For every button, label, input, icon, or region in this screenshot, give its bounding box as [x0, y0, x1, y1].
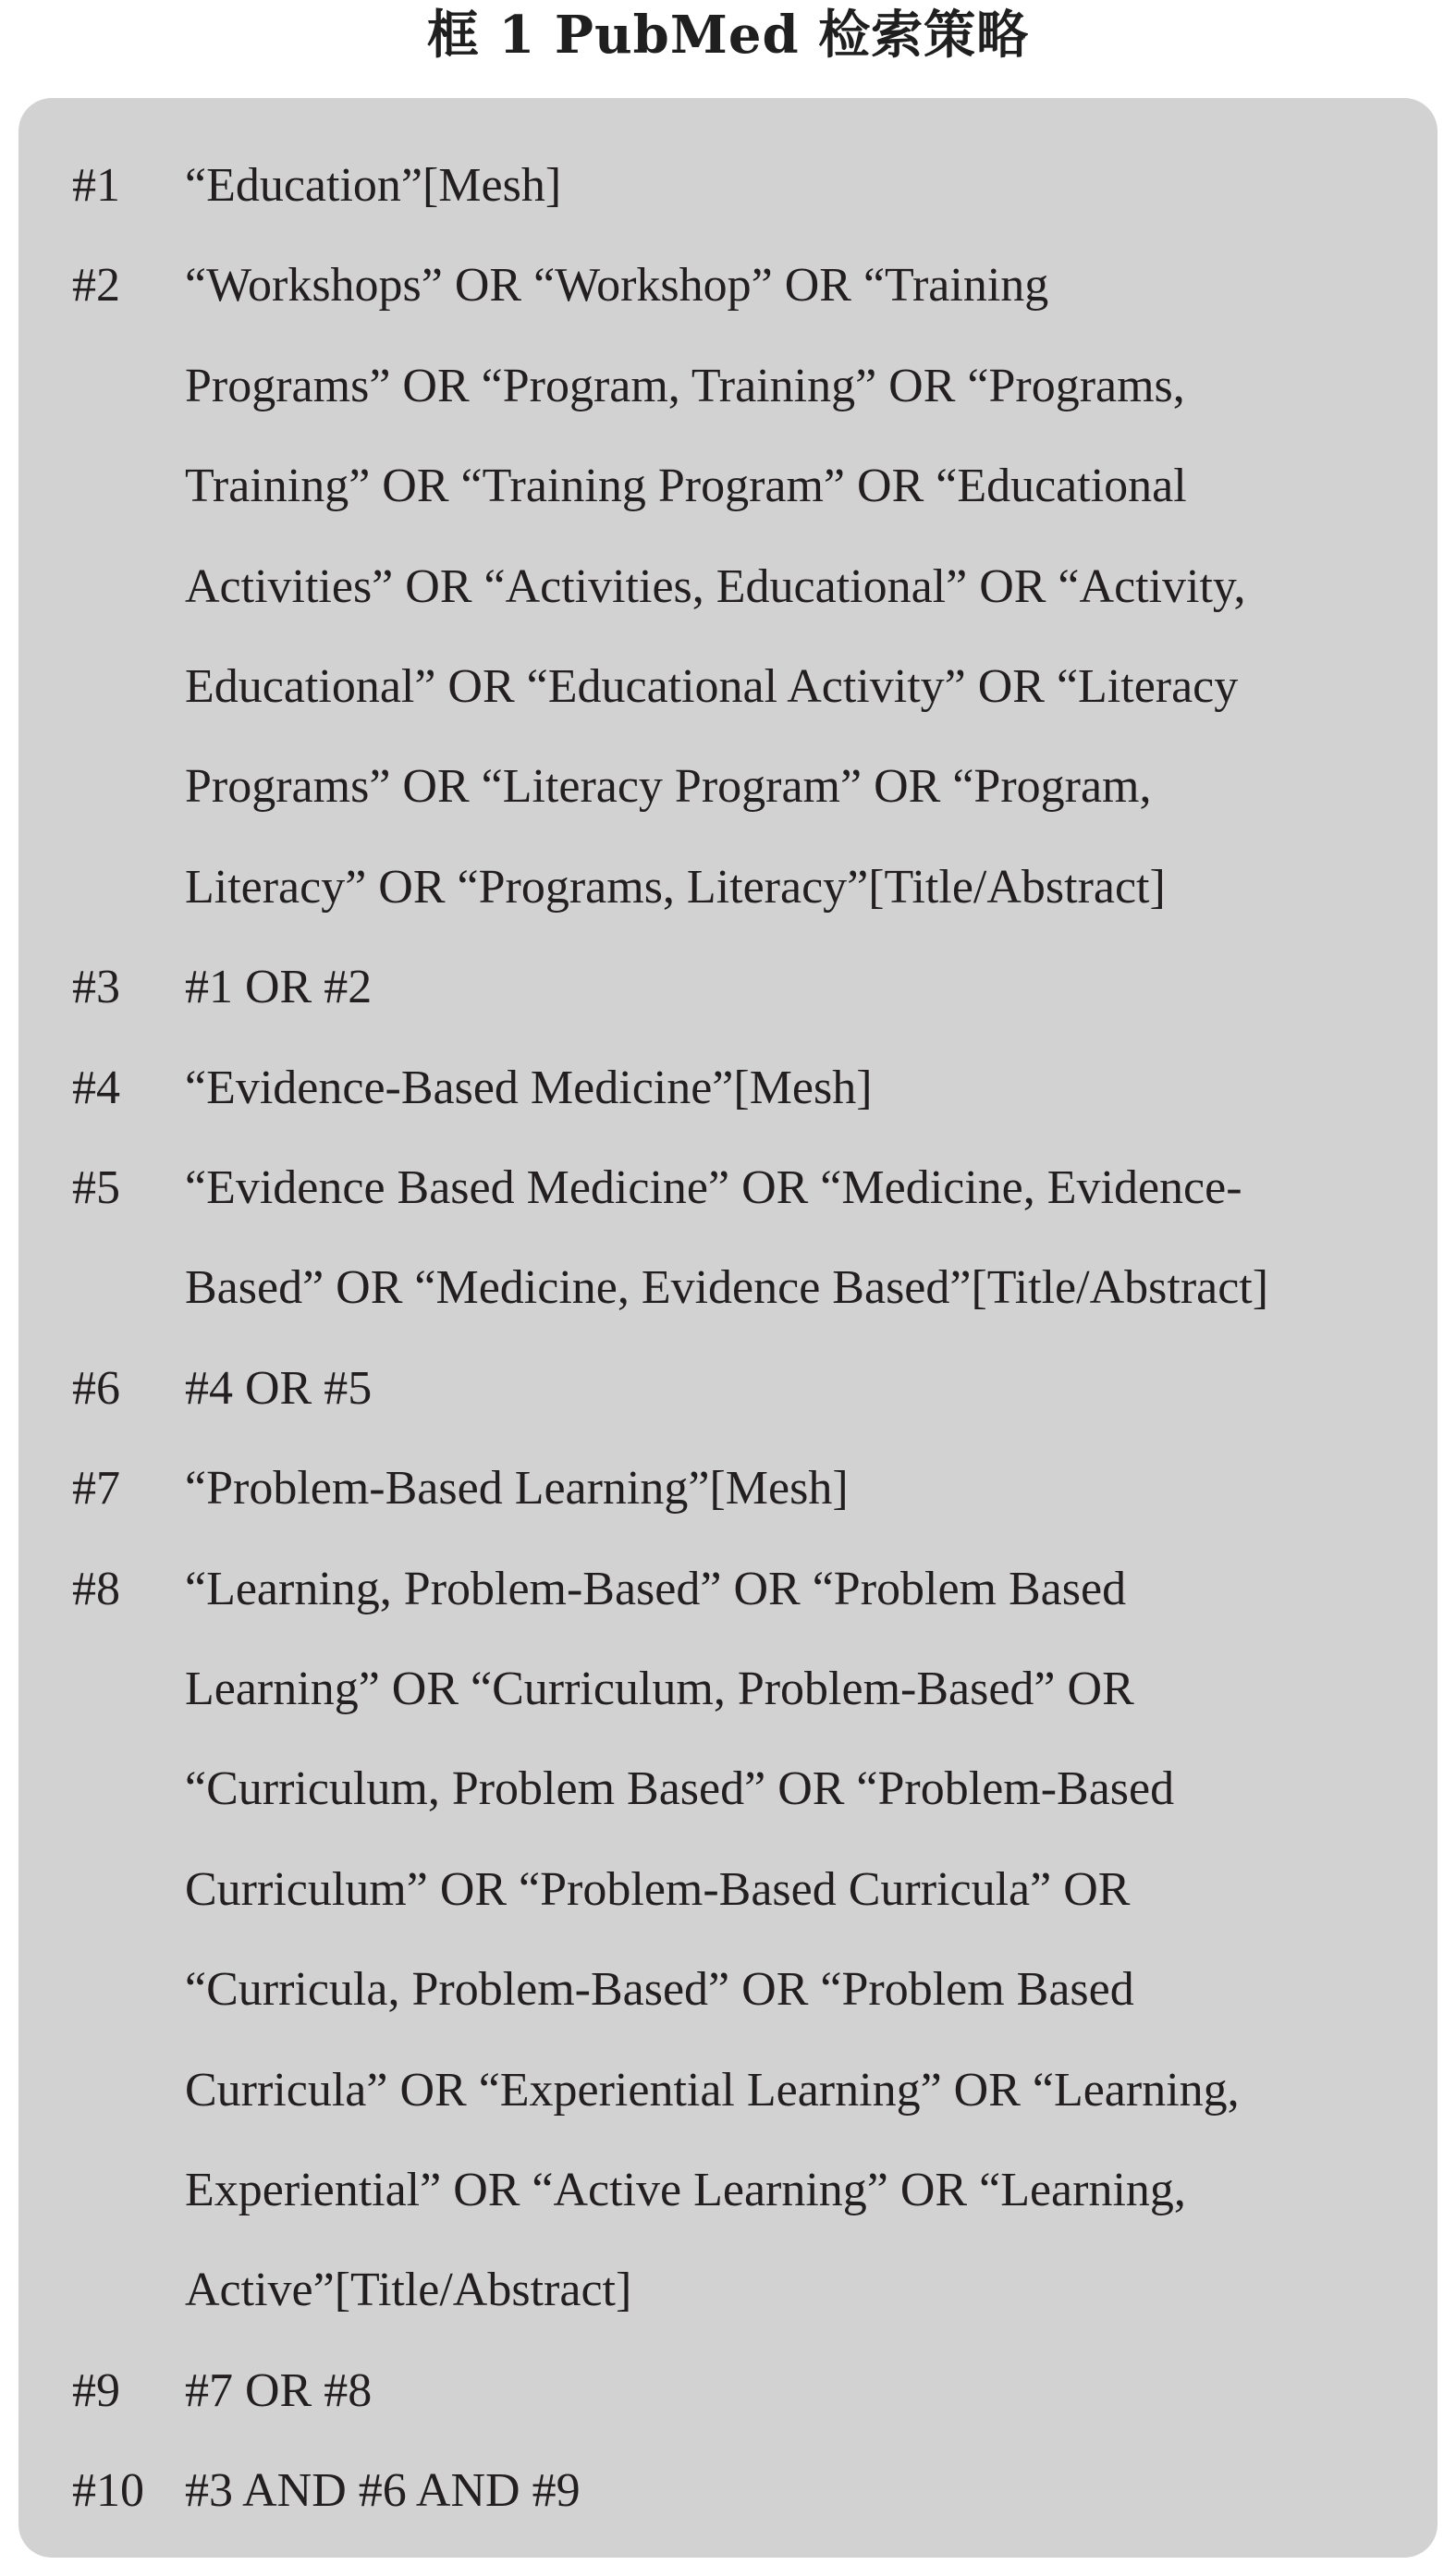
search-entry-2 [18, 236, 1438, 938]
entry-number: #7 [72, 1462, 120, 1516]
query-line: “Workshops” OR “Workshop” OR “Training [185, 259, 1049, 313]
entry-number: #9 [72, 2363, 120, 2417]
entry-number: #3 [72, 961, 120, 1014]
search-entry-10 [18, 2441, 1438, 2541]
query-line: “Evidence Based Medicine” OR “Medicine, Evidence- [185, 1160, 1242, 1214]
query-line: “Evidence-Based Medicine”[Mesh] [185, 1061, 873, 1114]
entry-query [185, 1339, 1414, 1439]
search-entry-6 [18, 1339, 1438, 1439]
query-line: Based” OR “Medicine, Evidence Based”[Title/Abstract] [185, 1261, 1269, 1315]
query-line: “Curriculum, Problem Based” OR “Problem-Based [185, 1762, 1175, 1816]
entry-query [185, 2341, 1414, 2441]
query-line: Curricula” OR “Experiential Learning” OR “Learning, [185, 2063, 1240, 2117]
query-line: Programs” OR “Literacy Program” OR “Program, [185, 760, 1152, 814]
entry-query [185, 938, 1414, 1037]
search-strategy-panel [18, 98, 1438, 2558]
query-line: “Learning, Problem-Based” OR “Problem Based [185, 1562, 1127, 1615]
entry-number: #2 [72, 259, 120, 313]
search-entry-9 [18, 2341, 1438, 2441]
query-line: Literacy” OR “Programs, Literacy”[Title/Abstract] [185, 860, 1166, 914]
query-line: Experiential” OR “Active Learning” OR “Learning, [185, 2163, 1186, 2216]
query-line: #3 AND #6 AND #9 [185, 2464, 581, 2518]
entry-number: #6 [72, 1361, 120, 1415]
search-entry-1 [18, 136, 1438, 236]
query-line: Training” OR “Training Program” OR “Educational [185, 460, 1187, 513]
query-line: Activities” OR “Activities, Educational” OR “Activity, [185, 559, 1246, 613]
search-entry-7 [18, 1439, 1438, 1539]
query-line: Educational” OR “Educational Activity” OR “Literacy [185, 659, 1239, 713]
query-line: #7 OR #8 [185, 2363, 373, 2417]
entry-query [185, 1439, 1414, 1539]
search-entry-4 [18, 1038, 1438, 1138]
entry-number: #10 [72, 2464, 144, 2518]
query-line: #4 OR #5 [185, 1361, 373, 1415]
entry-query [185, 136, 1414, 236]
query-line: Programs” OR “Program, Training” OR “Programs, [185, 359, 1185, 412]
search-entry-5 [18, 1138, 1438, 1339]
search-entry-3 [18, 938, 1438, 1037]
search-strategy-list [18, 136, 1438, 2541]
entry-query [185, 1540, 1414, 2341]
entry-number: #1 [72, 159, 120, 212]
entry-query [185, 1038, 1414, 1138]
query-line: “Curricula, Problem-Based” OR “Problem Based [185, 1963, 1134, 2017]
box-title: 框 1 PubMed 检索策略 [426, 5, 1030, 66]
query-line: “Problem-Based Learning”[Mesh] [185, 1462, 849, 1516]
entry-query [185, 236, 1414, 938]
query-line: Active”[Title/Abstract] [185, 2264, 632, 2317]
query-line: “Education”[Mesh] [185, 159, 562, 212]
entry-query [185, 1138, 1414, 1339]
query-line: Curriculum” OR “Problem-Based Curricula” OR [185, 1862, 1131, 1916]
entry-number: #8 [72, 1562, 120, 1615]
query-line: Learning” OR “Curriculum, Problem-Based” OR [185, 1662, 1134, 1715]
query-line: #1 OR #2 [185, 961, 373, 1014]
search-entry-8 [18, 1540, 1438, 2341]
entry-number: #5 [72, 1160, 120, 1214]
entry-query [185, 2441, 1414, 2541]
entry-number: #4 [72, 1061, 120, 1114]
